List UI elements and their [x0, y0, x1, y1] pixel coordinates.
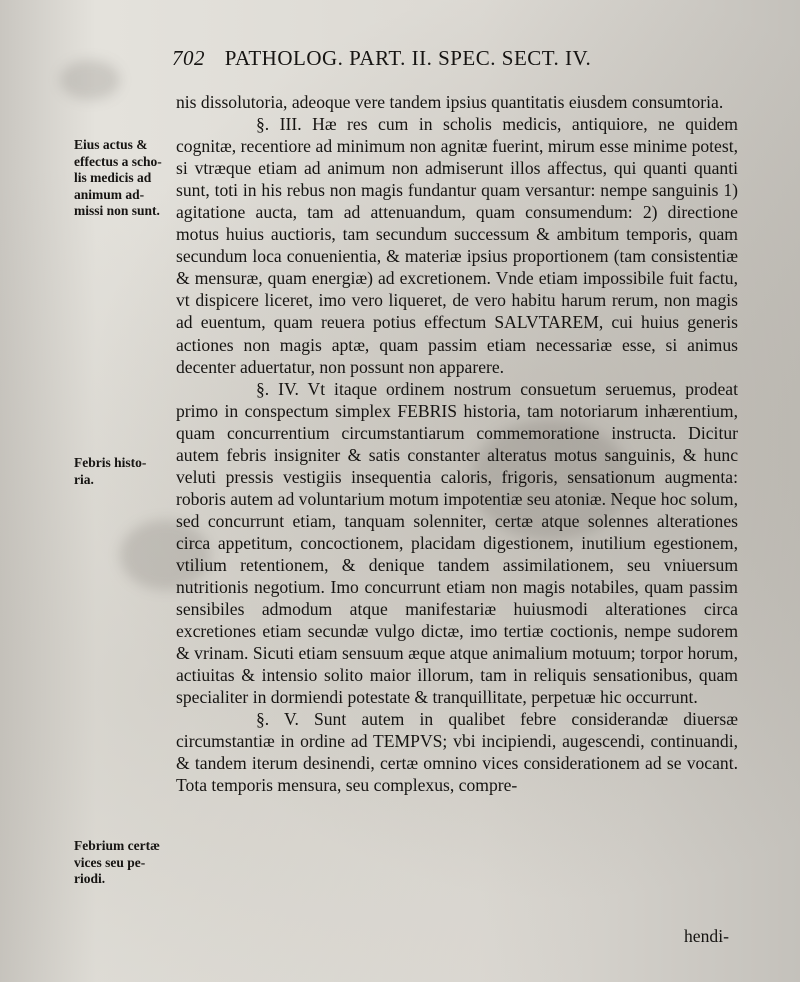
page-number: 702: [172, 46, 205, 70]
margin-note: Febrium certæ vices seu pe- riodi.: [74, 838, 160, 886]
body-text: [176, 91, 738, 797]
running-header: [172, 46, 642, 71]
paragraph-section-3: §. III. Hæ res cum in scholis medicis, antiquiore, ne quidem cognitæ, recentiore ad minimum non agnitæ fuerint, mirum esse minime potest, si vtræque etiam ad animum non admiserunt illos affectus, qui quanti quanti sunt, toti in his rebus non magis fundantur quam versantur: nempe sanguinis 1) agitatione aucta, tam ad attenuandum, quam consumendum: 2) directione motus huius auctioris, tam secundum successum & ambitum temporis, quam secundum loca conuenientia, & materiæ ipsius proportionem (tam consistentiæ & mensuræ, quam energiæ) ad excretionem. Vnde etiam impossibile fuit factu, vt dispicere liceret, imo vero liqueret, de vero habitu harum rerum, non magis ad euentum, quam reuera potius effectum SALVTAREM, cui huius generis actiones non magis aptæ, quam passim etiam necessariæ esse, si animus decenter aduertatur, non possunt non apparere.: [176, 114, 738, 377]
margin-note: Eius actus & effectus a scho- lis medicis ad animum ad- missi non sunt.: [74, 137, 162, 218]
running-title: PATHOLOG. PART. II. SPEC. SECT. IV.: [224, 46, 592, 70]
paragraph-section-4: §. IV. Vt itaque ordinem nostrum consuetum seruemus, prodeat primo in conspectum simplex FEBRIS historia, tam notoriarum inhærentium, quam concurrentium circumstantiarum commemoratione instructa. Dicitur autem febris insigniter & satis constanter alteratus motus sanguinis, & hunc veluti pressis vestigiis insequentia caloris, frigoris, sensationum augmenta: roboris autem ad voluntarium motum impotentiæ seu atoniæ. Neque hoc solum, sed concurrunt etiam, tanquam solenniter, certæ atque solennes alterationes circa appetitum, concoctionem, placidam digestionem, inutilium egestionem, vtilium retentionem, & denique tandem assimilationem, seu vniuersum nutritionis negotium. Imo concurrunt etiam non magis notabiles, quam passim sensibiles admodum atque manifestariæ huiusmodi alterationes circa excretiones etiam secundæ vulgo dictæ, imo tertiæ coctionis, nempe sudorem & vrinam. Sicuti etiam sensuum æque atque animalium motuum; torpor horum, actiuitas & intensio solito maior illorum, tam in reliquis sensationibus, quam specialiter in dormiendi potestate & tranquillitate, perpetuæ hic occurrunt.: [176, 378, 738, 708]
catchword: hendi-: [684, 926, 729, 946]
ink-stain: [60, 60, 120, 100]
paragraph-continuation: nis dissolutoria, adeoque vere tandem ipsius quantitatis eiusdem consumtoria.: [176, 92, 724, 112]
paragraph-section-5: §. V. Sunt autem in qualibet febre considerandæ diuersæ circumstantiæ in ordine ad TEMPVS; vbi incipiendi, augescendi, continuandi, & tandem iterum desinendi, certæ omnino vices considerationem ad se vocant. Tota temporis mensura, seu complexus, compre-: [176, 709, 738, 796]
margin-note: Febris histo- ria.: [74, 455, 147, 487]
